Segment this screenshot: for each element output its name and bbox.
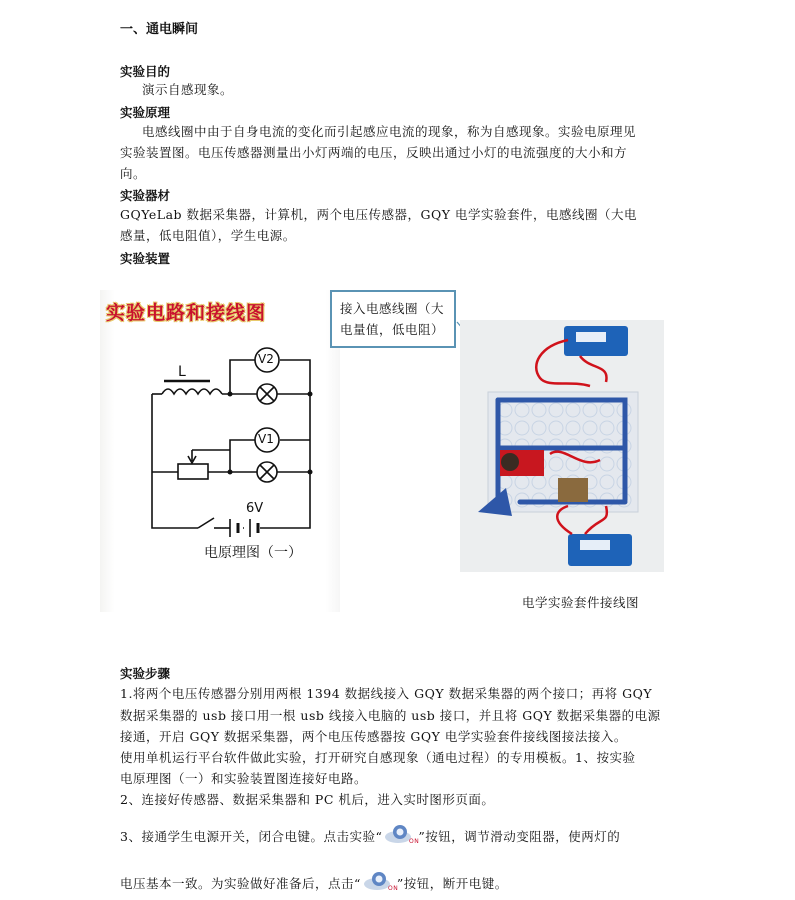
principle-heading: 实验原理 (120, 105, 171, 120)
steps-line-5: 电原理图（一）和实验装置图连接好电路。 (120, 771, 368, 786)
callout-line-1: 接入电感线圈（大 (340, 301, 445, 316)
steps-line-4: 使用单机运行平台软件做此实验，打开研究自感现象（通电过程）的专用模板。1、按实验 (120, 750, 636, 765)
callout-line-2: 电量值，低电阻） (340, 322, 445, 337)
circuit-caption: 电原理图（一） (204, 545, 302, 561)
purpose-text: 演示自感现象。 (142, 82, 234, 97)
step3-line2-before: 电压基本一致。为实验做好准备后，点击“ (120, 876, 361, 891)
toggle-icon-text: ON (409, 838, 420, 845)
circuit-diagram (100, 290, 340, 612)
toggle-icon-text: ON (387, 885, 399, 892)
principle-line-2: 实验装置图。电压传感器测量出小灯两端的电压，反映出通过小灯的电流强度的大小和方 (120, 145, 628, 160)
purpose-heading: 实验目的 (120, 64, 171, 79)
step3-text-after: ”按钮，调节滑动变阻器，使两灯的 (418, 829, 621, 844)
steps-line-7 (120, 823, 620, 847)
steps-line-3: 接通，开启 GQY 数据采集器，两个电压传感器按 GQY 电学实验套件接线图接法接入。 (120, 729, 627, 744)
steps-heading: 实验步骤 (120, 666, 171, 681)
setup-heading: 实验装置 (120, 251, 171, 266)
steps-line-1: 1.将两个电压传感器分别用两根 1394 数据线接入 GQY 数据采集器的两个接口；再将 GQY (120, 686, 653, 701)
apparatus-photo (460, 320, 664, 572)
battery-label: 6V (246, 501, 264, 516)
equipment-line-2: 感量，低电阻值），学生电源。 (120, 228, 296, 243)
callout-box (330, 290, 456, 348)
steps-line-6: 2、连接好传感器、数据采集器和 PC 机后，进入实时图形页面。 (120, 792, 495, 807)
photo-caption: 电学实验套件接线图 (522, 595, 640, 610)
on-off-toggle-icon (361, 870, 397, 894)
circuit-title: 实验电路和接线图 (106, 302, 267, 324)
steps-line-2: 数据采集器的 usb 接口用一根 usb 线接入电脑的 usb 接口，并且将 GQY 数据采集器的电源 (120, 708, 661, 723)
principle-line-1: 电感线圈中由于自身电流的变化而引起感应电流的现象，称为自感现象。实验电原理见 (142, 124, 637, 139)
step3-text-before: 3、接通学生电源开关，闭合电键。点击实验“ (120, 829, 383, 844)
equipment-line-1: GQYeLab 数据采集器，计算机，两个电压传感器，GQY 电学实验套件，电感线圈（大电 (120, 207, 637, 222)
equipment-heading: 实验器材 (120, 188, 171, 203)
section-title: 一、通电瞬间 (120, 22, 199, 37)
voltmeter-v2-label: V2 (258, 352, 274, 366)
inductor-label: L (178, 364, 186, 380)
step3-line2-after: ”按钮，断开电键。 (396, 876, 508, 891)
circuit-schematic (100, 290, 340, 612)
voltmeter-v1-label: V1 (258, 432, 274, 446)
on-off-toggle-icon (382, 823, 418, 847)
principle-line-3: 向。 (120, 166, 147, 181)
steps-line-8 (120, 870, 508, 894)
